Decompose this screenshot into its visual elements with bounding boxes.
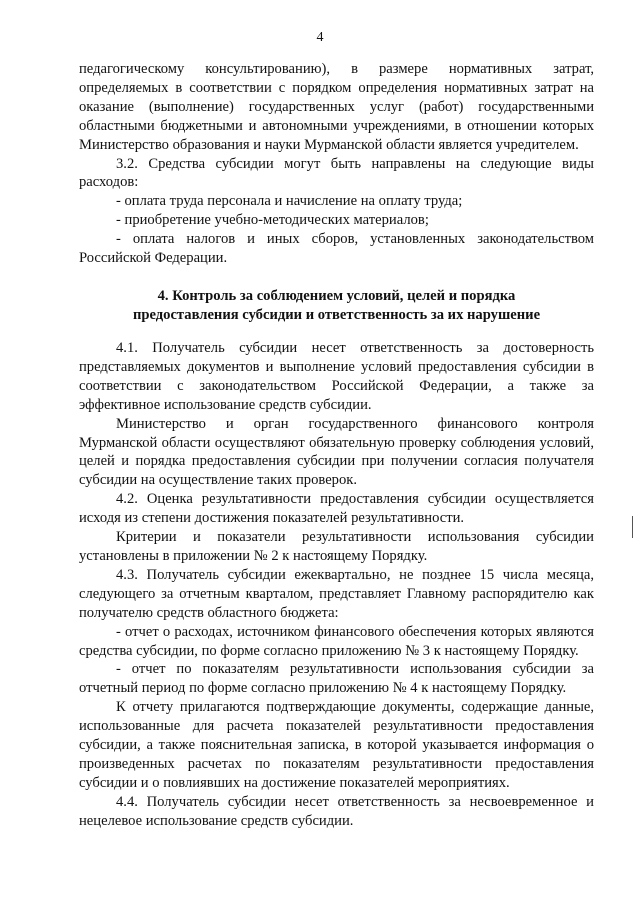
expense-item-taxes: - оплата налогов и иных сборов, установленных законодательством Российской Федерации. bbox=[79, 231, 594, 267]
paragraph-4-4: 4.4. Получатель субсидии несет ответственность за несвоевременное и нецелевое использование средств субсидии. bbox=[79, 793, 594, 829]
paragraph-3-2: 3.2. Средства субсидии могут быть направлены на следующие виды расходов: bbox=[79, 155, 594, 191]
section-4-heading-line-1: 4. Контроль за соблюдением условий, целей и порядка bbox=[157, 288, 516, 304]
paragraph-ministry-control: Министерство и орган государственного финансового контроля Мурманской области осуществляют обязательную проверку соблюдения условий, целей и порядка предоставления субсидии при получении согласия получателя субсидии на осуществление таких проверок. bbox=[79, 415, 594, 489]
section-4-heading-line-2: предоставления субсидии и ответственность за их нарушение bbox=[132, 306, 541, 323]
page-number: 4 bbox=[316, 30, 324, 45]
report-item-expenses: - отчет о расходах, источником финансового обеспечения которых являются средства субсидии, по форме согласно приложению № 3 к настоящему Порядку. bbox=[79, 623, 594, 659]
expense-item-materials: - приобретение учебно-методических материалов; bbox=[116, 212, 429, 229]
paragraph-4-1: 4.1. Получатель субсидии несет ответственность за достоверность представляемых документов и выполнение условий предоставления субсидии в соответствии с законодательством Российской Федерации, а также за эффективное использование средств субсидии. bbox=[79, 340, 594, 413]
paragraph-4-3: 4.3. Получатель субсидии ежеквартально, не позднее 15 числа месяца, следующего за отчетным кварталом, представляет Главному распорядителю как получателю средств областного бюджета: bbox=[79, 566, 594, 621]
paragraph-4-2: 4.2. Оценка результативности предоставления субсидии осуществляется исходя из степени достижения показателей результативности. bbox=[79, 491, 594, 527]
scan-edge-mark bbox=[632, 516, 633, 538]
paragraph-criteria: Критерии и показатели результативности использования субсидии установлены в приложении № 2 к настоящему Порядку. bbox=[79, 529, 594, 564]
section-4-heading bbox=[79, 287, 594, 325]
section-4-body bbox=[79, 339, 594, 831]
paragraph-3-1-cont: педагогическому консультированию), в размере нормативных затрат, определяемых в соответствии с порядком определения нормативных затрат на оказание (выполнение) государственных услуг (работ) государственными областными бюджетными и автономными учреждениями, в отношении которых Министерство образования и науки Мурманской области является учредителем. bbox=[79, 61, 594, 153]
paragraph-attachments: К отчету прилагаются подтверждающие документы, содержащие данные, использованные для расчета показателей результативности предоставления субсидии, а также пояснительная записка, в которой указывается информация о произведенных расчетах по показателям результативности предоставления субсидии и о повлиявших на достижение показателей мероприятиях. bbox=[79, 699, 594, 791]
report-item-indicators: - отчет по показателям результативности использования субсидии за отчетный период по форме согласно приложению № 4 к настоящему Порядку. bbox=[79, 661, 594, 697]
expense-item-salary: - оплата труда персонала и начисление на оплату труда; bbox=[116, 193, 463, 210]
section-3-continuation bbox=[79, 60, 594, 268]
